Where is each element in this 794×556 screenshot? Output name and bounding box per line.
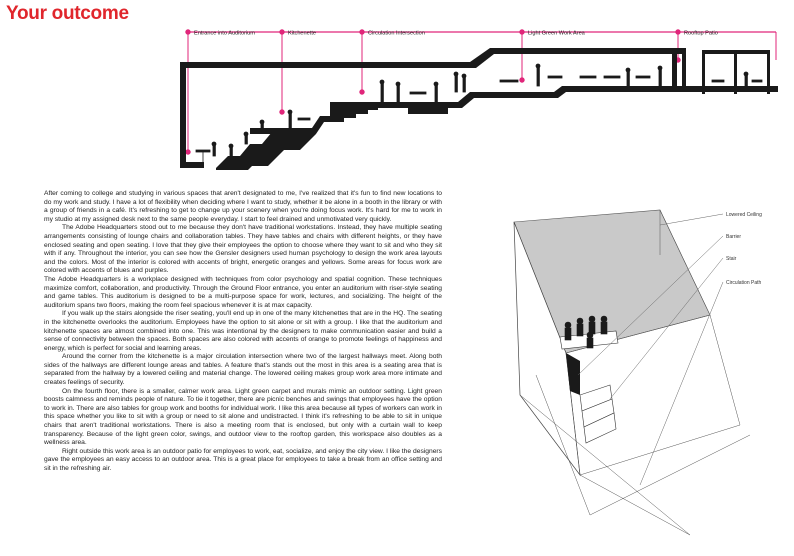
building-section-diagram [0, 0, 794, 180]
essay-paragraph: Right outside this work area is an outdoor patio for employees to work, eat, socialize, and enjoy the city view. I like the designers gave the employees an easy access to an outdoor area. This is a great place for employees to take a break from an office setting and sit in the refreshing air. [44, 447, 442, 472]
essay-paragraph: If you walk up the stairs alongside the riser seating, you'll end up in one of the many kitchenettes that are in the HQ. The seating in the kitchenette overlooks the auditorium. Employees have the option to sit alone or sit with a group. I like that the auditorium and kitchenette spaces are almost combined into one. This was intentional by the designers to make communication easier and build a sense of connectivity between the spaces. Both spaces are also colored with accents of orange to promote feelings of happiness and energy, which is perfect for social and learning areas. [44, 310, 442, 352]
label-lowered-ceiling: Lowered Ceiling [726, 212, 762, 218]
essay-paragraph: The Adobe Headquarters stood out to me because they don't have traditional workstations. Instead, they have multiple seating arrangements consisting of lounge chairs and collaboration tables. They have tables and chairs with different heights, or they have enclosed seating and open seating. I love that they give their employees the option to choose where they want to sit and who they sit with if any. Throughout the interior, you can see how the Gensler designers used human psychology to design the work area layouts and the colors. Most of the interior is colored with accents of bright, energetic oranges and yellows. Some areas for focus work are colored with accents of blues and purples. [44, 224, 442, 275]
stair [580, 385, 616, 443]
label-circulation-path: Circulation Path [726, 280, 762, 286]
label-circulation-intersection: Circulation Intersection [368, 30, 425, 37]
label-barrier: Barrier [726, 234, 742, 240]
essay-paragraph: After coming to college and studying in various spaces that aren't designated to me, I've realized that it's fun to find new locations to do my work and study. I have a lot of flexibility when deciding where I want to study, whether it be alone in a booth in the library or with a group of friends in a café. It's refreshing to get to change up your scenery when you're doing focus work. It's hard for me to work in my studio at my assigned desk next to the same people everyday. I start to feel drained and unmotivated very quickly. [44, 190, 442, 223]
label-kitchenette: Kitchenette [288, 30, 316, 37]
page-title: Your outcome [6, 3, 129, 24]
label-entrance-auditorium: Entrance into Auditorium [194, 30, 255, 37]
axonometric-diagram [440, 185, 794, 556]
essay-paragraph: On the fourth floor, there is a smaller, calmer work area. Light green carpet and murals mimic an outdoor setting. Light green boosts calmness and reminds people of nature. To tie it together, there are picnic benches and swings that employees have the option to work in. There are also tables for group work and booths for individual work. I like this area because all types of workers can work in this space whether you like to sit with a group or need to sit alone and undistracted. I think it's refreshing to be able to sit in unique chairs that aren't traditional workstations. There is also a meeting room that is enclosed, but only with a curtain wall to keep transparency. Because of the light green color, swings, and outdoor view to the rooftop garden, this workspace also doubles as a wellness area. [44, 387, 442, 447]
label-stair: Stair [726, 256, 737, 262]
essay-paragraph: The Adobe Headquarters is a workplace designed with techniques from color psychology and spatial cognition. These techniques maximize comfort, collaboration, and productivity. Through the Ground Floor entrance, you enter an auditorium with riser-style seating and game tables. This auditorium is designed to be a multi-purpose space for work, lectures, and socializing. The height of the auditorium spans two floors, making the room feel spacious whenever it is at max capacity. [44, 275, 442, 309]
essay-paragraph: Around the corner from the kitchenette is a major circulation intersection where two of the largest hallways meet. Along both sides of the hallways are different lounge areas and tables. A feature that's stands out the most in this area is a seating area that is separated from the hallway by a lowered ceiling and material change. The lowered ceiling makes group work area more intimate and creates feelings of security. [44, 353, 442, 387]
essay-text [44, 190, 442, 474]
building-structure [180, 48, 778, 170]
label-rooftop-patio: Rooftop Patio [684, 30, 718, 37]
label-light-green-work-area: Light Green Work Area [528, 30, 585, 37]
